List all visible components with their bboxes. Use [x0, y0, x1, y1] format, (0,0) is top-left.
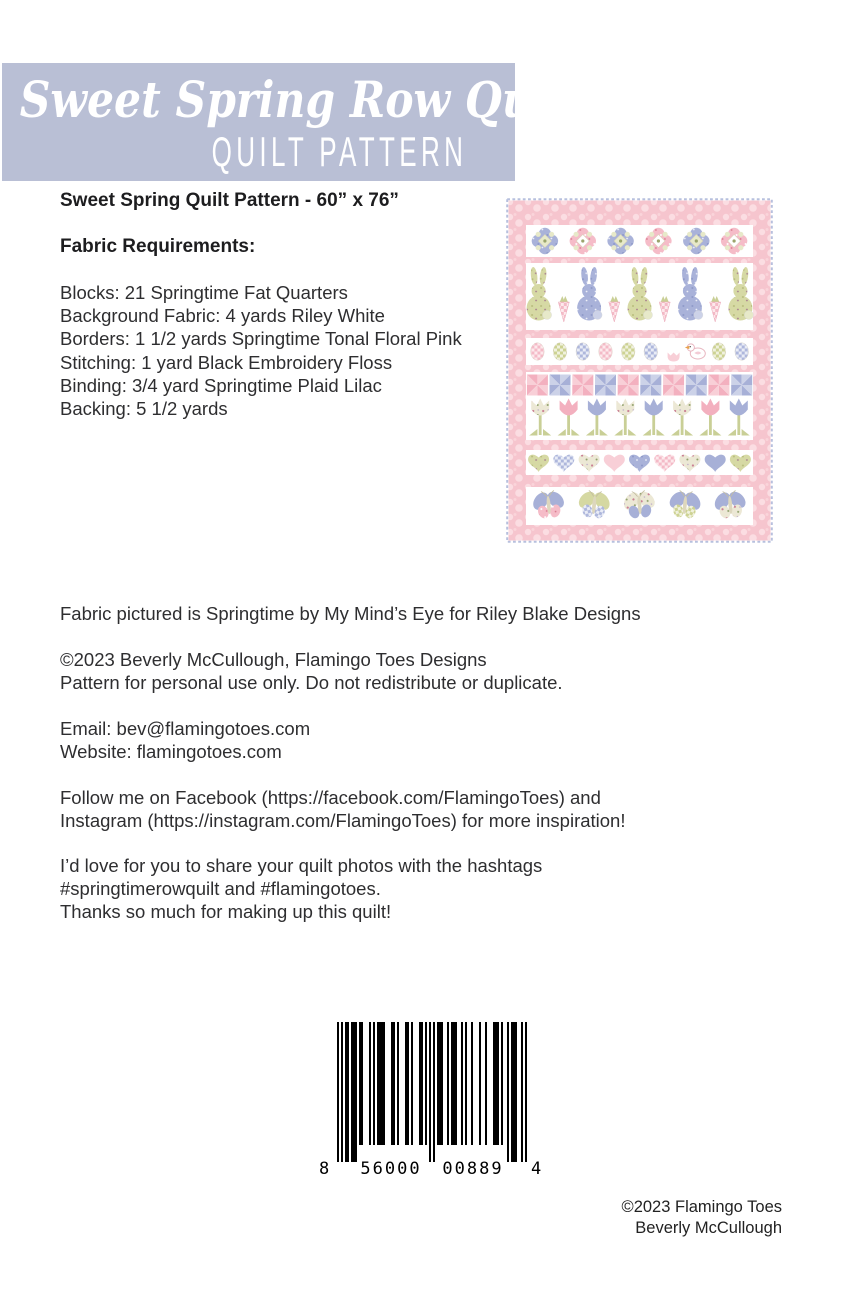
req-backing: Backing: 5 1/2 yards — [60, 398, 228, 420]
hashtag-line-3: Thanks so much for making up this quilt! — [60, 901, 392, 922]
title-banner — [2, 63, 585, 181]
footer-credit — [622, 1197, 782, 1238]
hashtag-line-2: #springtimerowquilt and #flamingotoes. — [60, 878, 381, 899]
quilt-photo — [506, 198, 773, 543]
quilt-image — [506, 198, 773, 543]
quilt-subtitle: QUILT PATTERN — [211, 128, 467, 175]
barcode-digit-group1: 56000 — [360, 1159, 422, 1179]
website-line: Website: flamingotoes.com — [60, 741, 282, 762]
barcode-digit-group2: 00889 — [442, 1159, 504, 1179]
barcode-bars — [337, 1022, 527, 1162]
req-binding: Binding: 3/4 yard Springtime Plaid Lilac — [60, 374, 382, 396]
footer-copyright: ©2023 Flamingo Toes — [621, 1198, 782, 1216]
social-instagram-line: Instagram (https://instagram.com/FlamingoToes) for more inspiration! — [60, 810, 626, 831]
pattern-size-heading: Sweet Spring Quilt Pattern - 60” x 76” — [60, 190, 399, 211]
barcode-digit-right: 4 — [531, 1159, 542, 1179]
req-borders: Borders: 1 1/2 yards Springtime Tonal Floral Pink — [60, 328, 462, 350]
hashtag-line-1: I’d love for you to share your quilt photos with the hashtags — [60, 855, 543, 876]
footer-author: Beverly McCullough — [635, 1218, 782, 1237]
req-background: Background Fabric: 4 yards Riley White — [60, 305, 385, 327]
social-facebook-line: Follow me on Facebook (https://facebook.com/FlamingoToes) and — [60, 787, 601, 808]
fabric-requirements-heading: Fabric Requirements: — [60, 236, 256, 257]
req-blocks: Blocks: 21 Springtime Fat Quarters — [60, 282, 348, 303]
quilt-title: Sweet Spring Row Quilt — [19, 70, 585, 129]
barcode-digit-left: 8 — [319, 1159, 330, 1179]
copyright-line: ©2023 Beverly McCullough, Flamingo Toes Designs — [60, 649, 487, 670]
fabric-requirements-list — [60, 281, 462, 420]
upc-barcode — [319, 1022, 542, 1182]
fabric-credit-line: Fabric pictured is Springtime by My Mind’s Eye for Riley Blake Designs — [60, 603, 641, 624]
req-stitching: Stitching: 1 yard Black Embroidery Floss — [60, 351, 393, 373]
email-line: Email: bev@flamingotoes.com — [60, 718, 311, 739]
license-line: Pattern for personal use only. Do not redistribute or duplicate. — [60, 672, 563, 693]
